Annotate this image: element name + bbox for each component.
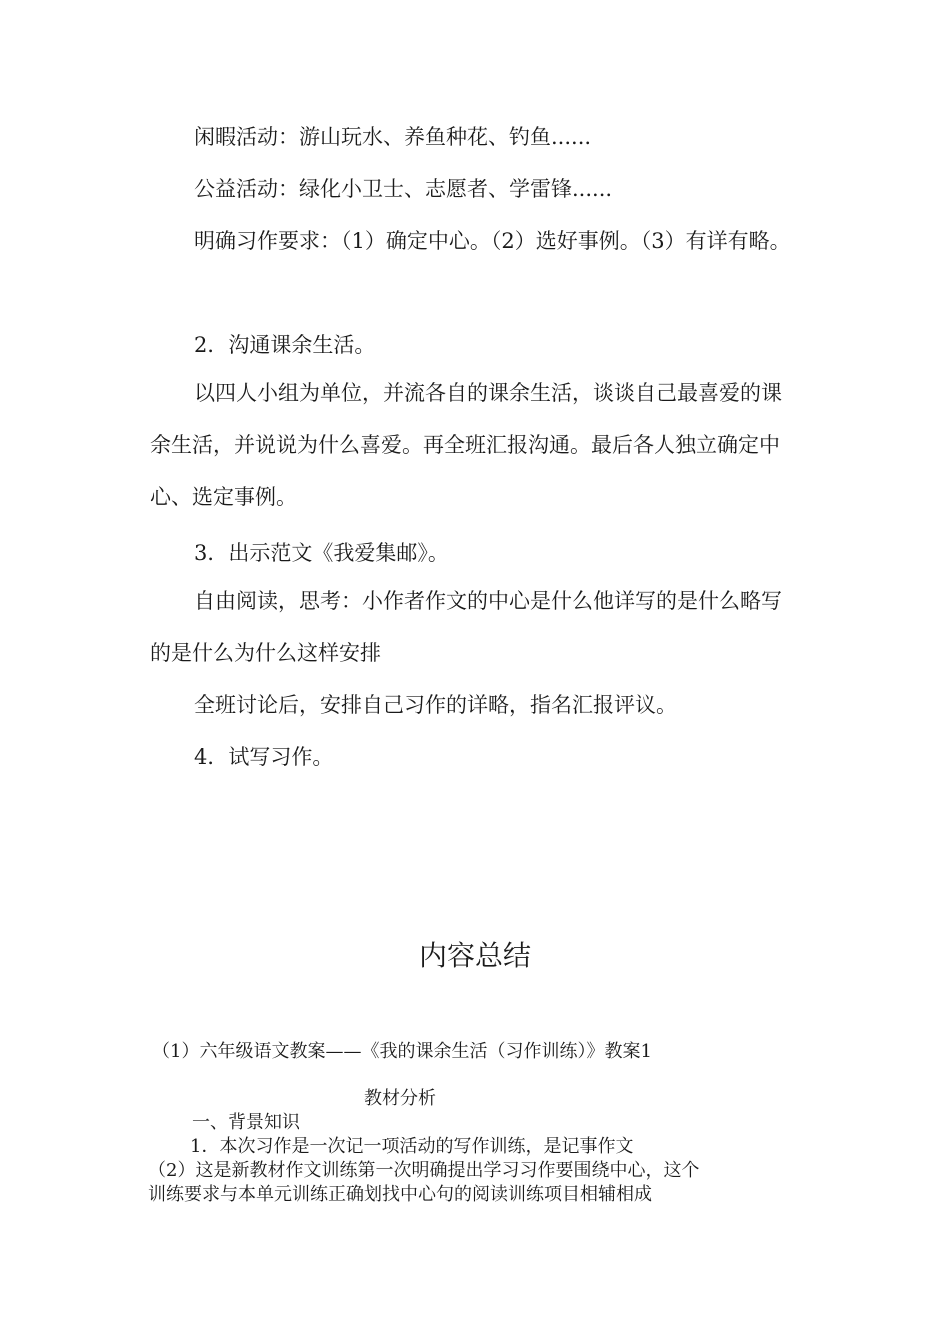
summary-line-material-analysis: 教材分析 <box>364 1088 436 1109</box>
paragraph-leisure-activities: 闲暇活动：游山玩水、养鱼种花、钓鱼...... <box>194 125 592 149</box>
summary-line-source: （1）六年级语文教案——《我的课余生活（习作训练）》教案1 <box>152 1041 652 1062</box>
heading-step-3: 3．出示范文《我爱集邮》。 <box>194 541 449 565</box>
paragraph-free-reading: 自由阅读，思考：小作者作文的中心是什么他详写的是什么略写的是什么为什么这样安排 <box>150 589 782 665</box>
summary-line-background: 一、背景知识 <box>192 1112 300 1133</box>
summary-line-point-2: （2）这是新教材作文训练第一次明确提出学习习作要围绕中心，这个 <box>148 1160 700 1181</box>
summary-line-point-1: 1．本次习作是一次记一项活动的写作训练，是记事作文 <box>190 1136 634 1157</box>
paragraph-group-discussion: 以四人小组为单位，并流各自的课余生活，谈谈自己最喜爱的课余生活，并说说为什么喜爱。再全班汇报沟通。最后各人独立确定中心、选定事例。 <box>150 381 782 509</box>
heading-step-2: 2．沟通课余生活。 <box>194 333 376 357</box>
summary-line-point-2-cont: 训练要求与本单元训练正确划找中心句的阅读训练项目相辅相成 <box>148 1184 652 1205</box>
heading-step-4: 4．试写习作。 <box>194 745 334 769</box>
paragraph-class-discussion: 全班讨论后，安排自己习作的详略，指名汇报评议。 <box>194 693 677 717</box>
paragraph-public-activities: 公益活动：绿化小卫士、志愿者、学雷锋...... <box>194 177 613 201</box>
summary-title: 内容总结 <box>418 939 531 972</box>
paragraph-requirements: 明确习作要求：（1）确定中心。（2）选好事例。（3）有详有略。 <box>194 229 791 253</box>
